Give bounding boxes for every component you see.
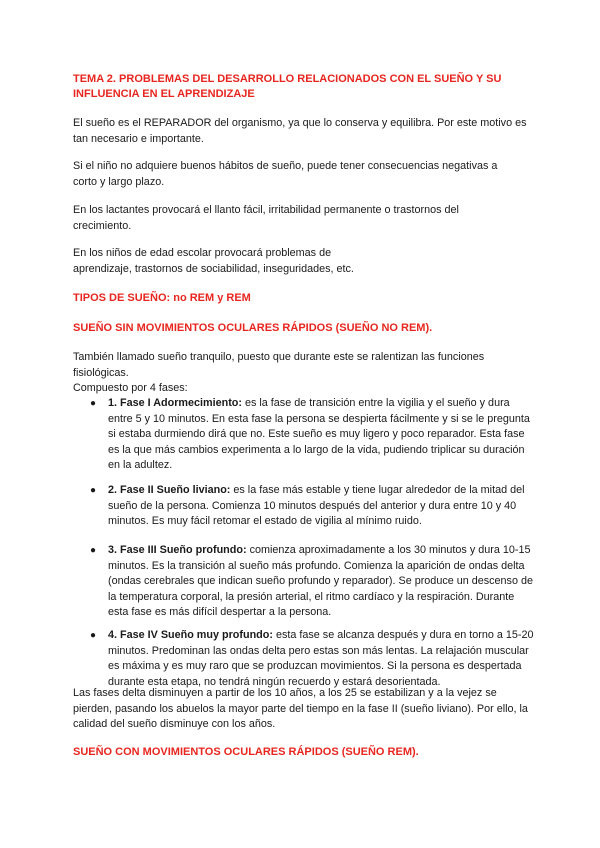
bullet-icon: ● xyxy=(90,545,97,556)
phase-label: 4. Fase IV Sueño muy profundo: xyxy=(108,629,273,641)
section-heading-norem: SUEÑO SIN MOVIMIENTOS OCULARES RÁPIDOS (SUEÑO NO REM). xyxy=(73,322,433,334)
section-heading-types: TIPOS DE SUEÑO: no REM y REM xyxy=(73,292,251,304)
document-title: TEMA 2. PROBLEMAS DEL DESARROLLO RELACIONADOS CON EL SUEÑO Y SU INFLUENCIA EN EL APRENDIZAJE xyxy=(73,73,502,100)
phase-item-text xyxy=(108,543,535,621)
phase-item-text xyxy=(108,628,535,690)
section-heading-rem: SUEÑO CON MOVIMIENTOS OCULARES RÁPIDOS (SUEÑO REM). xyxy=(73,746,419,758)
norem-phase-count: Compuesto por 4 fases: xyxy=(73,382,188,394)
phase-item-text xyxy=(108,396,535,474)
bullet-icon: ● xyxy=(90,485,97,496)
phase-description: esta fase se alcanza después y dura en torno a 15-20 minutos. Predominan las ondas delta pero estas son más lentas. La relajación muscular es máxima y es muy raro que se produzcan movimientos. Si la persona es despertada durante esta etapa, no tendrá ningún recuerdo y estará desorientada. xyxy=(108,629,534,688)
intro-paragraph-4: En los niños de edad escolar provocará problemas de aprendizaje, trastornos de sociabilidad, inseguridades, etc. xyxy=(73,247,354,275)
intro-paragraph-1: El sueño es el REPARADOR del organismo, ya que lo conserva y equilibra. Por este motivo es tan necesario e importante. xyxy=(73,117,527,145)
intro-paragraph-2: Si el niño no adquiere buenos hábitos de sueño, puede tener consecuencias negativas a corto y largo plazo. xyxy=(73,160,498,188)
bullet-icon: ● xyxy=(90,630,97,641)
phase-label: 2. Fase II Sueño liviano: xyxy=(108,484,231,496)
phase-description: es la fase más estable y tiene lugar alrededor de la mitad del sueño de la persona. Comienza 10 minutos después del anterior y dura entre 10 y 40 minutos. Es muy fácil retomar el estado de vigilia al mínimo ruido. xyxy=(108,484,525,527)
delta-note: Las fases delta disminuyen a partir de los 10 años, a los 25 se estabilizan y a la vejez se pierden, pasando los abuelos la mayor parte del tiempo en la fase II (sueño liviano). Por ello, la calidad del sueño disminuye con los años. xyxy=(73,687,528,730)
phase-description: comienza aproximadamente a los 30 minutos y dura 10-15 minutos. Es la transición al sueño más profundo. Comienza la aparición de ondas delta (ondas cerebrales que indican sueño profundo y reparador). Se produce un descenso de la temperatura corporal, la presión arterial, el ritmo cardíaco y la respiración. Durante esta fase es más difícil despertar a la persona. xyxy=(108,544,533,618)
bullet-icon: ● xyxy=(90,398,97,409)
phase-label: 1. Fase I Adormecimiento: xyxy=(108,397,242,409)
norem-intro: También llamado sueño tranquilo, puesto que durante este se ralentizan las funciones fisiológicas. xyxy=(73,351,485,379)
phase-label: 3. Fase III Sueño profundo: xyxy=(108,544,247,556)
phase-description: es la fase de transición entre la vigilia y el sueño y dura entre 5 y 10 minutos. En esta fase la persona se despierta fácilmente y si se le pregunta si estaba durmiendo dirá que no. Este sueño es muy ligero y poco reparador. Esta fase es la que más cambios experimenta a lo largo de la vida, pudiendo triplicar su duración en la adultez. xyxy=(108,397,530,471)
phase-item-text xyxy=(108,483,535,530)
intro-paragraph-3: En los lactantes provocará el llanto fácil, irritabilidad permanente o trastornos del crecimiento. xyxy=(73,204,459,232)
